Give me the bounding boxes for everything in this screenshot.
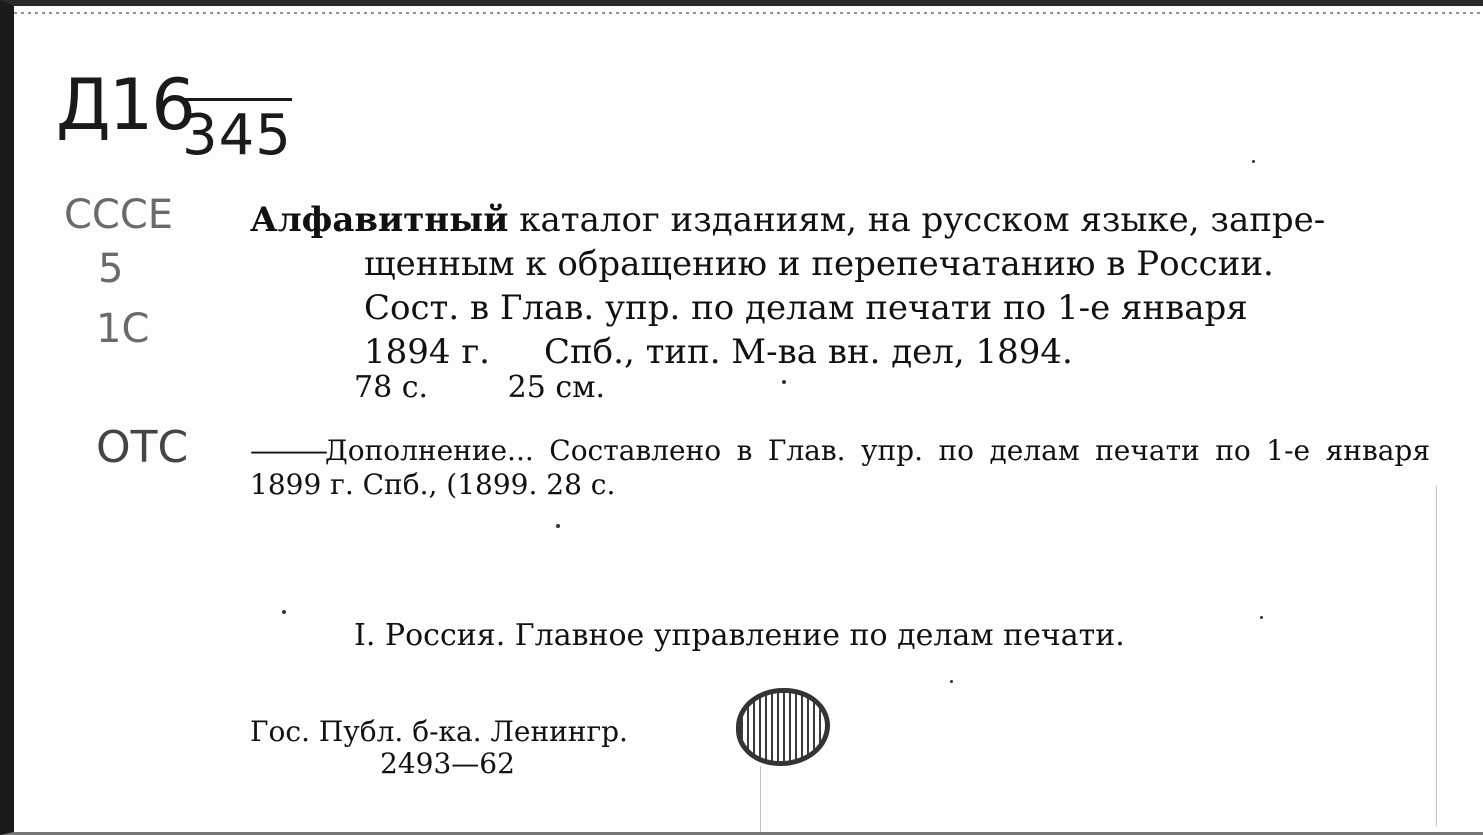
margin-mark-1: СССЕ (64, 192, 174, 238)
collation (354, 370, 605, 405)
entry-first-line (250, 198, 1430, 242)
scan-line (760, 766, 761, 835)
ink-speck (556, 524, 560, 528)
margin-mark-2: 5 (98, 246, 124, 292)
ink-speck (282, 610, 286, 614)
margin-mark-4: ОТС (96, 422, 189, 473)
card-number: 2493—62 (380, 747, 515, 780)
library-name: Гос. Публ. б-ка. Ленингр. (250, 715, 628, 748)
subject-tracing: I. Россия. Главное управление по делам печати. (354, 618, 1125, 653)
bibliographic-entry (250, 198, 1430, 374)
entry-line: 1894 г. Спб., тип. М-ва вн. дел, 1894. (364, 332, 1073, 372)
margin-mark-3: 1С (96, 306, 150, 352)
collation-size: 25 см. (507, 370, 605, 405)
collation-pages: 78 с. (354, 370, 429, 405)
library-stamp (736, 688, 830, 766)
ink-speck (950, 680, 953, 683)
ink-speck (1252, 160, 1255, 163)
entry-title-start: каталог изданиям, на русском языке, запре- (519, 200, 1326, 240)
scan-line (1436, 486, 1437, 826)
entry-line: щенным к обращению и перепечатанию в России. (364, 244, 1274, 284)
call-number-sub: 345 (182, 98, 292, 168)
call-number-main: Д16 (56, 64, 194, 146)
entry-line: Сост. в Глав. упр. по делам печати по 1-е января (364, 288, 1248, 328)
ink-speck (782, 380, 786, 384)
library-imprint (250, 716, 628, 780)
supplement-text: Дополнение... Составлено в Глав. упр. по делам печати по 1-е января 1899 г. Спб., (1899. 28 с. (250, 434, 1430, 501)
ink-speck (1260, 616, 1263, 619)
entry-heading: Алфавитный (250, 200, 509, 240)
supplement-dash: ——— (250, 434, 325, 467)
supplement-note (250, 434, 1430, 502)
